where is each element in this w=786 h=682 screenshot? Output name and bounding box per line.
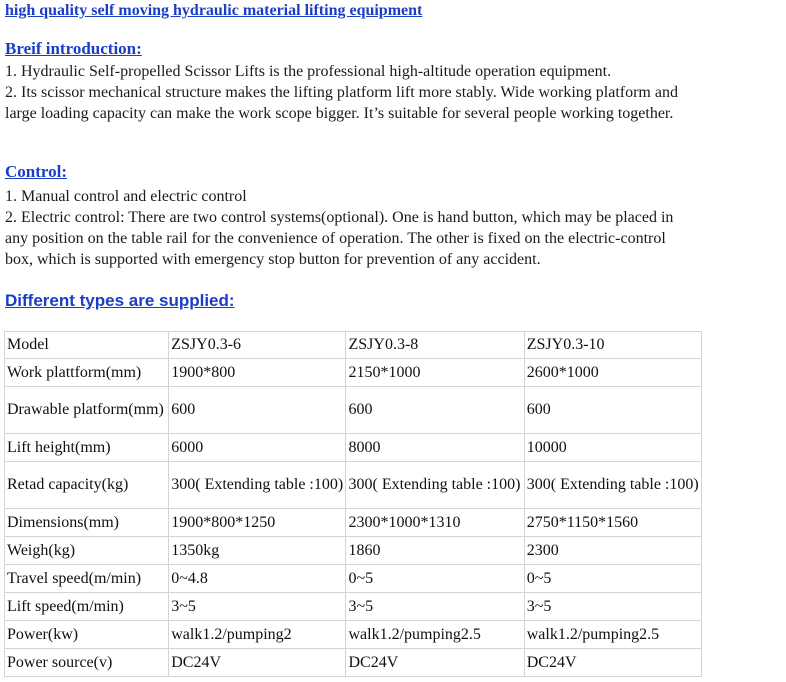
control-line: 1. Manual control and electric control xyxy=(5,188,247,205)
table-cell: 2300*1000*1310 xyxy=(346,509,524,537)
control-line: 2. Electric control: There are two control systems(optional). One is hand button, which may be placed in xyxy=(5,209,674,226)
table-cell: 10000 xyxy=(524,434,701,462)
table-cell: Travel speed(m/min) xyxy=(5,565,169,593)
table-cell: Lift height(mm) xyxy=(5,434,169,462)
page-title-link[interactable]: high quality self moving hydraulic material lifting equipment xyxy=(5,2,423,19)
types-heading: Different types are supplied: xyxy=(5,291,235,310)
table-cell: 3~5 xyxy=(524,593,701,621)
table-row xyxy=(5,387,702,434)
table-cell: 3~5 xyxy=(169,593,346,621)
table-row xyxy=(5,537,702,565)
table-cell: Dimensions(mm) xyxy=(5,509,169,537)
table-cell: Power source(v) xyxy=(5,649,169,677)
table-row xyxy=(5,649,702,677)
table-cell: 0~5 xyxy=(346,565,524,593)
table-cell: 6000 xyxy=(169,434,346,462)
table-cell: 1900*800*1250 xyxy=(169,509,346,537)
spec-table xyxy=(4,331,702,677)
table-cell: DC24V xyxy=(346,649,524,677)
table-cell: 0~4.8 xyxy=(169,565,346,593)
table-cell: 300( Extending table :100) xyxy=(346,462,524,509)
intro-heading: Breif introduction: xyxy=(5,39,142,58)
table-cell: 600 xyxy=(524,387,701,434)
intro-line: large loading capacity can make the work scope bigger. It’s suitable for several people working together. xyxy=(5,105,674,122)
table-row xyxy=(5,332,702,359)
table-row xyxy=(5,359,702,387)
table-cell: Model xyxy=(5,332,169,359)
table-row xyxy=(5,434,702,462)
table-cell: walk1.2/pumping2.5 xyxy=(524,621,701,649)
table-cell: 2750*1150*1560 xyxy=(524,509,701,537)
table-cell: 0~5 xyxy=(524,565,701,593)
table-cell: Drawable platform(mm) xyxy=(5,387,169,434)
intro-line: 2. Its scissor mechanical structure makes the lifting platform lift more stably. Wide working platform and xyxy=(5,84,678,101)
control-heading: Control: xyxy=(5,162,68,181)
table-cell: Lift speed(m/min) xyxy=(5,593,169,621)
table-cell: Work plattform(mm) xyxy=(5,359,169,387)
table-row xyxy=(5,593,702,621)
intro-line: 1. Hydraulic Self-propelled Scissor Lifts is the professional high-altitude operation equipment. xyxy=(5,63,612,80)
table-cell: 300( Extending table :100) xyxy=(169,462,346,509)
table-cell: 300( Extending table :100) xyxy=(524,462,701,509)
table-cell: Weigh(kg) xyxy=(5,537,169,565)
table-cell: 600 xyxy=(346,387,524,434)
table-cell: DC24V xyxy=(524,649,701,677)
table-cell: ZSJY0.3-6 xyxy=(169,332,346,359)
control-line: any position on the table rail for the convenience of operation. The other is fixed on the electric-control xyxy=(5,230,666,247)
table-cell: walk1.2/pumping2 xyxy=(169,621,346,649)
control-line: box, which is supported with emergency stop button for prevention of any accident. xyxy=(5,251,541,268)
table-cell: 1860 xyxy=(346,537,524,565)
table-row xyxy=(5,621,702,649)
table-cell: 2150*1000 xyxy=(346,359,524,387)
table-cell: 600 xyxy=(169,387,346,434)
table-cell: 1350kg xyxy=(169,537,346,565)
table-cell: Retad capacity(kg) xyxy=(5,462,169,509)
table-cell: DC24V xyxy=(169,649,346,677)
table-cell: ZSJY0.3-8 xyxy=(346,332,524,359)
table-cell: walk1.2/pumping2.5 xyxy=(346,621,524,649)
table-row xyxy=(5,565,702,593)
table-row xyxy=(5,509,702,537)
table-cell: 1900*800 xyxy=(169,359,346,387)
table-cell: 8000 xyxy=(346,434,524,462)
table-cell: ZSJY0.3-10 xyxy=(524,332,701,359)
table-cell: Power(kw) xyxy=(5,621,169,649)
table-cell: 2600*1000 xyxy=(524,359,701,387)
table-cell: 3~5 xyxy=(346,593,524,621)
table-cell: 2300 xyxy=(524,537,701,565)
table-row xyxy=(5,462,702,509)
